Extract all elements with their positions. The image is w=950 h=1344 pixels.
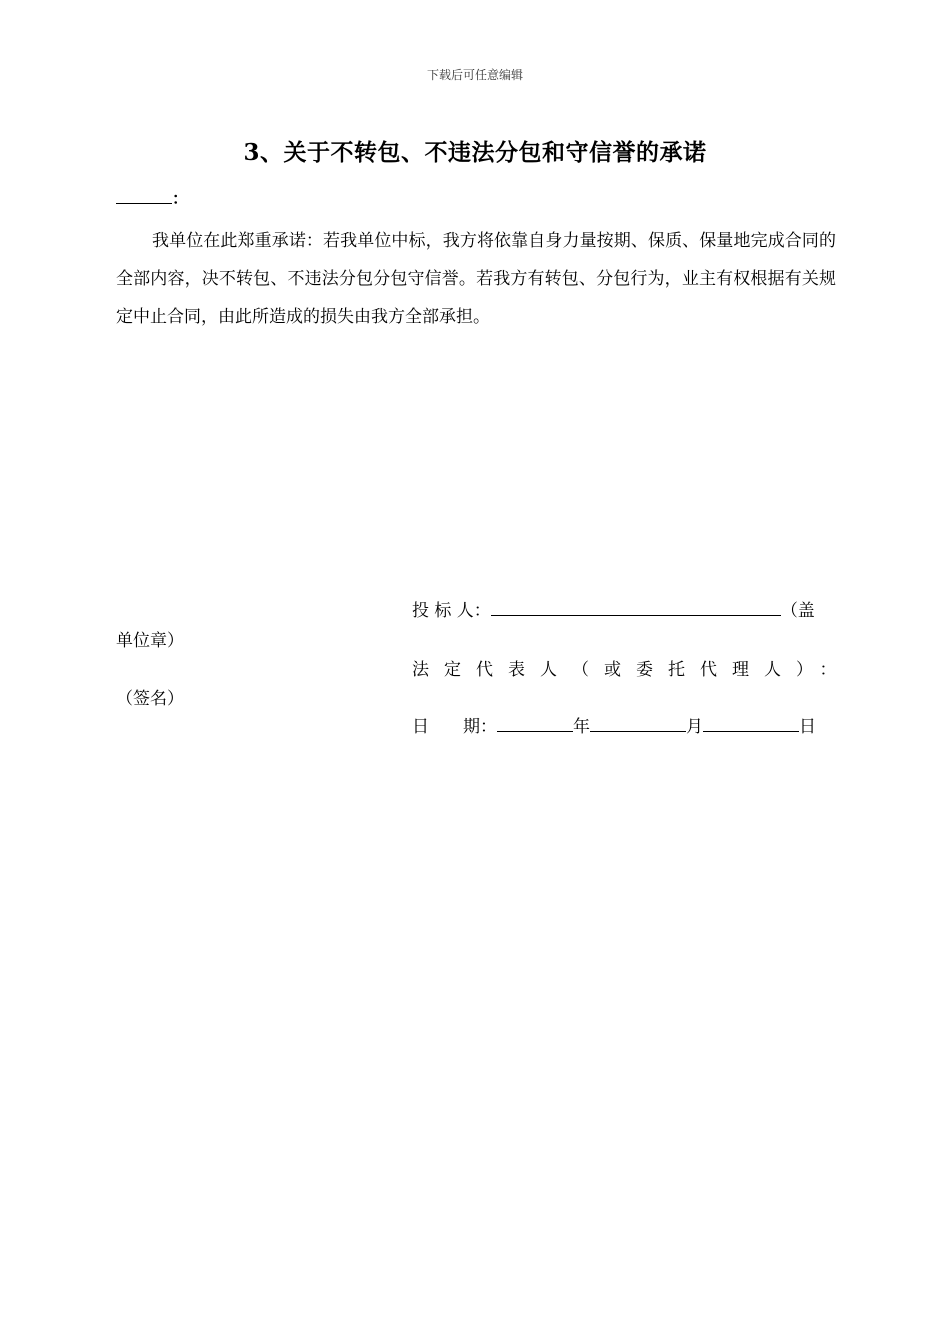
- seal-close-text: 单位章）: [116, 631, 184, 651]
- bidder-label: 投 标 人：: [412, 601, 491, 621]
- page-title: 3、关于不转包、不违法分包和守信誉的承诺: [243, 139, 707, 166]
- seal-open-text: （盖: [780, 601, 815, 621]
- sign-note: （签名）: [116, 689, 184, 709]
- addressee-line: [116, 186, 188, 209]
- bidder-blank: [491, 599, 781, 616]
- day-text: 日: [799, 717, 816, 737]
- month-blank: [590, 715, 686, 732]
- commitment-paragraph: 我单位在此郑重承诺：若我单位中标，我方将依靠自身力量按期、保质、保量地完成合同的全部内容，决不转包、不违法分包分包守信誉。若我方有转包、分包行为，业主有权根据有关规定中止合同，由此所造成的损失由我方全部承担。: [116, 231, 836, 327]
- year-blank: [497, 715, 573, 732]
- addressee-colon: ：: [172, 189, 189, 208]
- date-row: [412, 712, 816, 737]
- legal-rep-row: [412, 655, 852, 680]
- day-blank: [703, 715, 799, 732]
- header-note: 下载后可任意编辑: [426, 68, 523, 82]
- legal-rep-label: 法定代表人（或委托代理人）：: [412, 660, 852, 680]
- bidder-row: [412, 596, 815, 621]
- addressee-blank: [116, 189, 172, 204]
- year-text: 年: [573, 717, 590, 737]
- month-text: 月: [686, 717, 703, 737]
- date-label: 日 期：: [412, 717, 497, 737]
